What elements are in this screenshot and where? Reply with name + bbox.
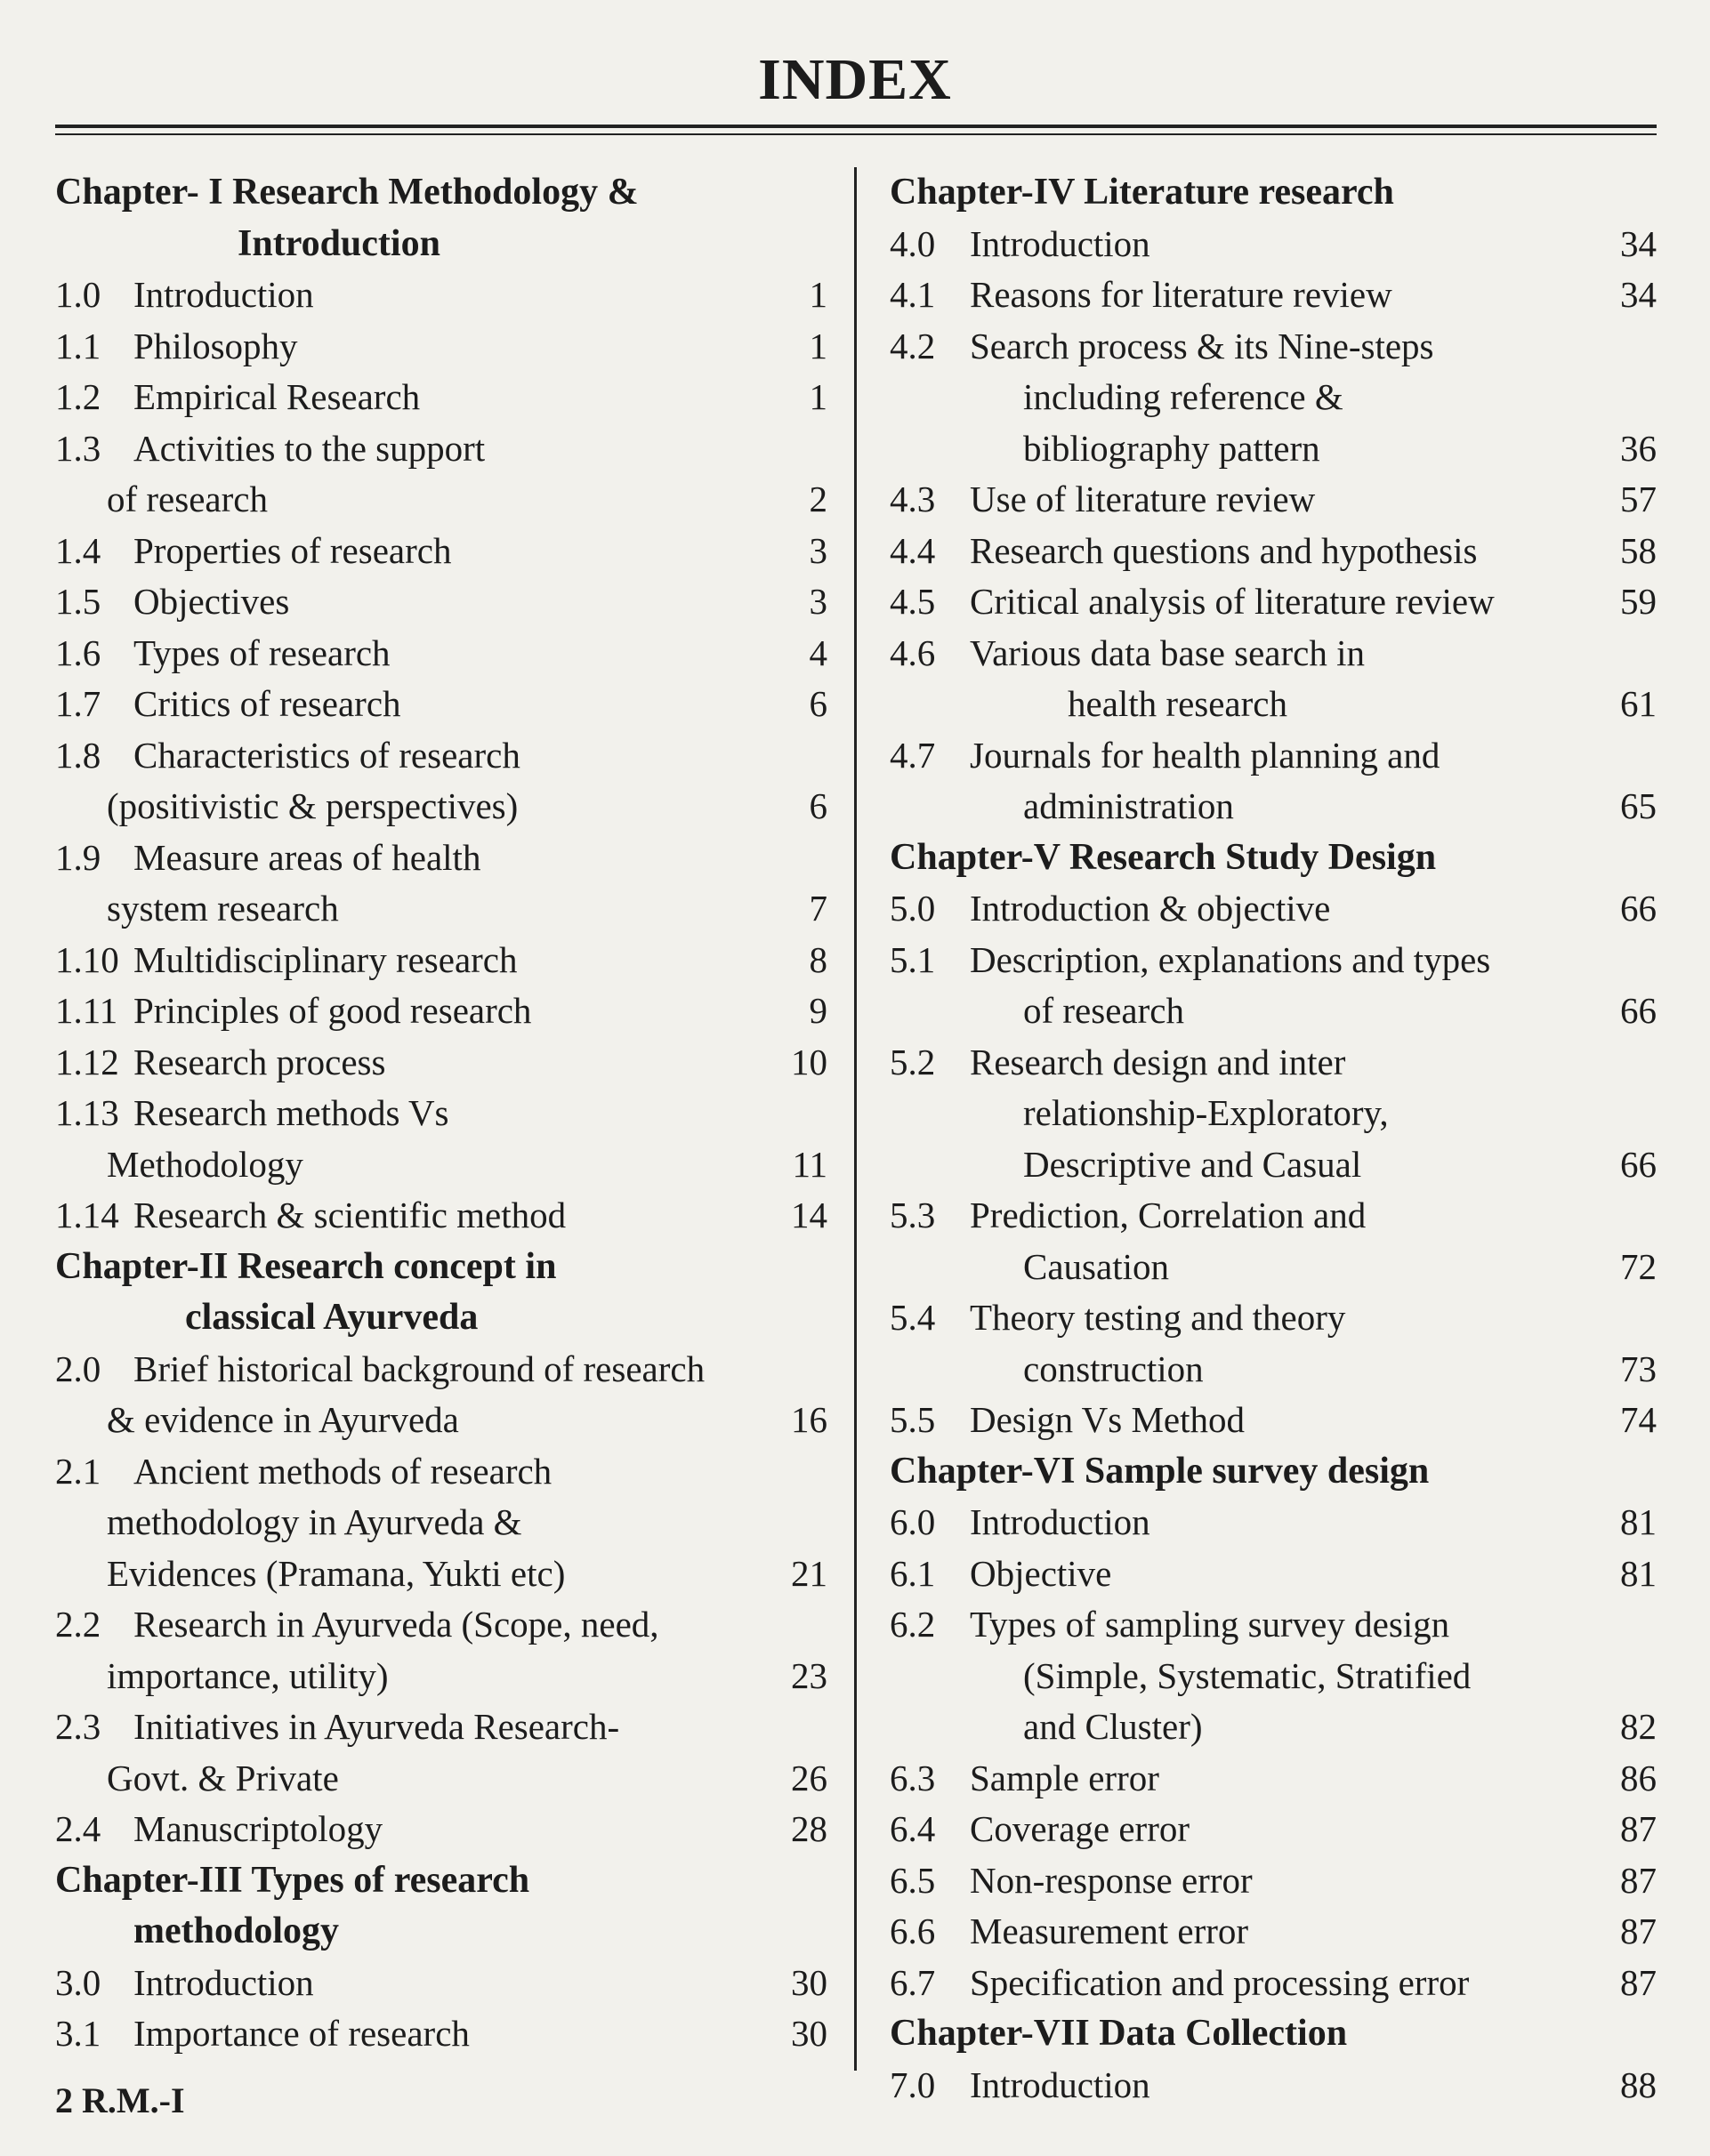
index-entry	[55, 423, 827, 475]
index-entry	[890, 628, 1657, 680]
entry-title: Descriptive and Casual	[1023, 1143, 1362, 1185]
entry-number: 6.3	[890, 1757, 936, 1798]
entry-number: 5.1	[890, 938, 936, 980]
index-entry	[890, 1958, 1657, 2009]
index-entry	[890, 1037, 1657, 1089]
index-entry	[890, 321, 1657, 373]
entry-page: 3	[809, 529, 827, 571]
entry-page: 86	[1620, 1757, 1657, 1798]
entry-page: 23	[791, 1654, 827, 1696]
entry-number: 1.14	[55, 1195, 119, 1235]
entry-title: Introduction & objective	[970, 888, 1331, 929]
index-entry	[890, 1855, 1657, 1907]
entry-page: 34	[1620, 222, 1657, 264]
index-entry	[55, 1344, 827, 1396]
chapter-heading: Chapter-VI Sample survey design	[890, 1450, 1430, 1492]
entry-page: 6	[809, 785, 827, 826]
index-entry-cont	[890, 1701, 1657, 1753]
index-entry	[55, 985, 827, 1037]
entry-title: (positivistic & perspectives)	[107, 785, 519, 826]
entry-title: construction	[1023, 1348, 1204, 1389]
index-entry	[55, 628, 827, 680]
entry-number: 5.2	[890, 1041, 936, 1082]
entry-title: Various data base search in	[970, 632, 1365, 673]
index-entry	[55, 1037, 827, 1089]
entry-page: 4	[809, 632, 827, 673]
entry-number: 1.5	[55, 581, 101, 622]
entry-page: 30	[791, 1961, 827, 2003]
entry-title: Objectives	[133, 581, 290, 622]
entry-number: 6.4	[890, 1808, 936, 1849]
index-entry	[55, 1446, 827, 1498]
entry-page: 81	[1620, 1501, 1657, 1542]
index-entry	[55, 526, 827, 577]
entry-title: Introduction	[970, 1501, 1150, 1542]
entry-title: administration	[1023, 785, 1234, 826]
index-entry-cont	[55, 1497, 827, 1549]
entry-number: 3.0	[55, 1961, 101, 2003]
entry-number: 4.3	[890, 479, 936, 519]
entry-page: 26	[791, 1757, 827, 1798]
entry-page: 66	[1620, 990, 1657, 1031]
entry-number: 1.2	[55, 376, 101, 417]
entry-number: 6.0	[890, 1501, 936, 1542]
page-title: INDEX	[758, 47, 952, 112]
entry-title: Critical analysis of literature review	[970, 581, 1495, 622]
entry-title: bibliography pattern	[1023, 427, 1320, 469]
chapter-heading: Chapter-IV Literature research	[890, 172, 1394, 213]
entry-number: 4.0	[890, 222, 936, 264]
entry-page: 66	[1620, 1143, 1657, 1185]
entry-page: 59	[1620, 581, 1657, 622]
index-entry	[55, 1958, 827, 2009]
entry-title: and Cluster)	[1023, 1706, 1203, 1747]
chapter-heading: Chapter- I Research Methodology &	[55, 172, 639, 213]
entry-title: of research	[107, 479, 268, 519]
entry-title: Importance of research	[133, 2013, 470, 2054]
chapter-heading: Chapter-II Research concept in	[55, 1245, 557, 1287]
entry-page: 87	[1620, 1911, 1657, 1951]
index-entry-cont	[890, 985, 1657, 1037]
index-entry	[890, 576, 1657, 628]
entry-number: 1.12	[55, 1041, 119, 1082]
entry-title: Philosophy	[133, 325, 298, 366]
index-entry	[890, 2060, 1657, 2112]
index-entry	[890, 270, 1657, 321]
chapter-heading-cont: methodology	[133, 1911, 339, 1951]
chapter-heading: Chapter-VII Data Collection	[890, 2013, 1348, 2054]
index-entry	[55, 270, 827, 321]
index-entry	[890, 1599, 1657, 1651]
entry-title: Objective	[970, 1552, 1112, 1594]
index-entry	[55, 679, 827, 730]
entry-page: 16	[791, 1399, 827, 1440]
entry-number: 6.7	[890, 1961, 936, 2003]
entry-title: Specification and processing error	[970, 1961, 1470, 2003]
index-entry	[890, 1190, 1657, 1242]
entry-page: 58	[1620, 529, 1657, 571]
entry-page: 61	[1620, 683, 1657, 724]
entry-page: 88	[1620, 2063, 1657, 2105]
chapter-heading: Chapter-III Types of research	[55, 1859, 530, 1901]
entry-title: Research design and inter	[970, 1041, 1346, 1082]
entry-title: Critics of research	[133, 683, 401, 724]
entry-page: 1	[809, 376, 827, 417]
entry-title: Manuscriptology	[133, 1808, 383, 1849]
index-entry-cont	[55, 1139, 827, 1191]
entry-page: 82	[1620, 1706, 1657, 1747]
entry-page: 10	[791, 1041, 827, 1082]
index-entry	[55, 2008, 827, 2060]
entry-page: 65	[1620, 785, 1657, 826]
entry-title: Empirical Research	[133, 376, 421, 417]
index-entry	[890, 1753, 1657, 1805]
index-entry-cont	[890, 1242, 1657, 1293]
index-entry	[890, 1549, 1657, 1600]
entry-title: Introduction	[970, 222, 1150, 264]
index-entry	[55, 321, 827, 373]
entry-title: Ancient methods of research	[133, 1450, 553, 1492]
entry-title: health research	[1068, 683, 1287, 724]
entry-title: Description, explanations and types	[970, 938, 1491, 980]
entry-title: Brief historical background of research	[133, 1348, 706, 1389]
entry-title: Principles of good research	[133, 990, 532, 1031]
index-entry-cont	[890, 372, 1657, 423]
entry-number: 4.7	[890, 734, 936, 776]
entry-number: 1.7	[55, 683, 101, 724]
entry-title: Research questions and hypothesis	[970, 529, 1478, 571]
entry-title: Causation	[1023, 1245, 1169, 1287]
entry-title: Types of sampling survey design	[970, 1604, 1450, 1645]
entry-number: 4.2	[890, 325, 936, 366]
entry-title: Research & scientific method	[133, 1195, 567, 1235]
entry-number: 4.1	[890, 274, 936, 315]
entry-page: 9	[809, 990, 827, 1031]
entry-number: 5.3	[890, 1195, 936, 1235]
index-entry-cont	[55, 883, 827, 935]
entry-number: 3.1	[55, 2013, 101, 2054]
entry-title: of research	[1023, 990, 1184, 1031]
entry-title: including reference &	[1023, 376, 1343, 417]
entry-page: 8	[809, 938, 827, 980]
entry-title: Measure areas of health	[133, 836, 481, 878]
entry-page: 2	[809, 479, 827, 519]
index-entry	[890, 1292, 1657, 1344]
entry-page: 28	[791, 1808, 827, 1849]
entry-title: (Simple, Systematic, Stratified	[1023, 1654, 1472, 1696]
index-entry-cont	[55, 474, 827, 526]
entry-title: Measurement error	[970, 1911, 1249, 1951]
index-entry-cont	[55, 781, 827, 833]
entry-page: 72	[1620, 1245, 1657, 1287]
entry-number: 7.0	[890, 2063, 936, 2105]
entry-title: Methodology	[107, 1143, 303, 1185]
entry-title: methodology in Ayurveda &	[107, 1501, 522, 1542]
entry-title: Use of literature review	[970, 479, 1316, 519]
index-entry-cont	[55, 1549, 827, 1600]
entry-number: 1.8	[55, 734, 101, 776]
index-entry-cont	[890, 423, 1657, 475]
index-entry	[55, 1599, 827, 1651]
entry-title: relationship-Exploratory,	[1023, 1092, 1389, 1133]
index-entry	[890, 526, 1657, 577]
entry-page: 11	[792, 1143, 827, 1185]
entry-title: Sample error	[970, 1757, 1159, 1798]
entry-title: Search process & its Nine-steps	[970, 325, 1434, 366]
index-entry	[890, 1395, 1657, 1446]
index-entry	[55, 1088, 827, 1139]
index-entry	[55, 833, 827, 884]
title-rule-thick	[55, 125, 1657, 128]
entry-page: 14	[791, 1195, 827, 1235]
entry-title: Evidences (Pramana, Yukti etc)	[107, 1552, 566, 1594]
entry-number: 4.6	[890, 632, 936, 673]
entry-title: Journals for health planning and	[970, 734, 1440, 776]
entry-number: 2.0	[55, 1348, 101, 1389]
entry-title: importance, utility)	[107, 1654, 389, 1696]
entry-number: 1.1	[55, 325, 101, 366]
entry-title: Introduction	[970, 2063, 1150, 2105]
entry-title: Activities to the support	[133, 427, 486, 469]
entry-number: 1.13	[55, 1092, 119, 1133]
index-entry	[55, 935, 827, 986]
index-entry	[890, 883, 1657, 935]
page-footer: 2 R.M.-I	[55, 2080, 185, 2120]
index-entry	[55, 1701, 827, 1753]
index-entry-cont	[890, 1651, 1657, 1702]
index-entry	[55, 372, 827, 423]
entry-title: Design Vs Method	[970, 1399, 1246, 1440]
index-entry	[890, 1497, 1657, 1549]
chapter-heading-cont: classical Ayurveda	[185, 1297, 479, 1338]
entry-number: 5.0	[890, 888, 936, 929]
index-entry	[55, 1190, 827, 1242]
entry-number: 1.4	[55, 529, 101, 571]
entry-number: 2.3	[55, 1706, 101, 1747]
entry-title: Introduction	[133, 274, 314, 315]
entry-title: Research in Ayurveda (Scope, need,	[133, 1604, 659, 1645]
entry-page: 6	[809, 683, 827, 724]
entry-title: Properties of research	[133, 529, 452, 571]
entry-page: 57	[1620, 479, 1657, 519]
entry-page: 3	[809, 581, 827, 622]
title-rule-thin	[55, 133, 1657, 135]
index-entry-cont	[55, 1651, 827, 1702]
entry-number: 1.11	[55, 990, 118, 1031]
entry-page: 66	[1620, 888, 1657, 929]
index-entry	[55, 1804, 827, 1855]
entry-title: Characteristics of research	[133, 734, 520, 776]
entry-number: 1.10	[55, 938, 119, 980]
entry-title: Prediction, Correlation and	[970, 1195, 1367, 1235]
entry-number: 1.0	[55, 274, 101, 315]
entry-title: Theory testing and theory	[970, 1297, 1346, 1338]
index-entry-cont	[890, 1139, 1657, 1191]
entry-number: 2.4	[55, 1808, 101, 1849]
chapter-heading: Chapter-V Research Study Design	[890, 836, 1437, 878]
entry-page: 36	[1620, 427, 1657, 469]
entry-page: 81	[1620, 1552, 1657, 1594]
index-column-left	[55, 167, 827, 2060]
entry-title: Research methods Vs	[133, 1092, 449, 1133]
entry-number: 1.9	[55, 836, 101, 878]
entry-title: Coverage error	[970, 1808, 1190, 1849]
entry-number: 2.1	[55, 1450, 101, 1492]
column-divider	[854, 167, 857, 2071]
entry-title: & evidence in Ayurveda	[107, 1399, 459, 1440]
entry-page: 87	[1620, 1961, 1657, 2003]
index-column-right	[890, 167, 1657, 2111]
entry-title: Introduction	[133, 1961, 314, 2003]
index-entry	[890, 730, 1657, 782]
entry-number: 6.5	[890, 1859, 936, 1901]
index-entry-cont	[890, 1088, 1657, 1139]
entry-number: 5.4	[890, 1297, 936, 1338]
index-entry	[890, 1906, 1657, 1958]
entry-number: 6.6	[890, 1911, 936, 1951]
index-entry-cont	[55, 1395, 827, 1446]
index-entry-cont	[890, 1344, 1657, 1396]
entry-title: Reasons for literature review	[970, 274, 1392, 315]
entry-title: Initiatives in Ayurveda Research-	[133, 1706, 620, 1747]
index-entry	[55, 576, 827, 628]
entry-page: 34	[1620, 274, 1657, 315]
entry-page: 74	[1620, 1399, 1657, 1440]
entry-number: 4.5	[890, 581, 936, 622]
entry-page: 7	[809, 888, 827, 929]
entry-page: 87	[1620, 1808, 1657, 1849]
entry-title: Multidisciplinary research	[133, 938, 518, 980]
entry-title: Types of research	[133, 632, 391, 673]
entry-number: 5.5	[890, 1399, 936, 1440]
entry-number: 4.4	[890, 529, 936, 571]
index-entry	[890, 935, 1657, 986]
entry-title: system research	[107, 888, 339, 929]
index-entry-cont	[890, 781, 1657, 833]
index-entry-cont	[890, 679, 1657, 730]
entry-number: 1.6	[55, 632, 101, 673]
entry-title: Govt. & Private	[107, 1757, 339, 1798]
index-entry	[890, 1804, 1657, 1855]
entry-page: 30	[791, 2013, 827, 2054]
chapter-heading-cont: Introduction	[238, 222, 440, 264]
entry-page: 21	[791, 1552, 827, 1594]
entry-page: 73	[1620, 1348, 1657, 1389]
entry-title: Non-response error	[970, 1859, 1253, 1901]
entry-number: 6.2	[890, 1604, 936, 1645]
entry-number: 2.2	[55, 1604, 101, 1645]
entry-page: 1	[809, 325, 827, 366]
entry-number: 6.1	[890, 1552, 936, 1594]
index-entry	[890, 474, 1657, 526]
index-entry	[55, 730, 827, 782]
entry-page: 1	[809, 274, 827, 315]
index-entry	[890, 219, 1657, 270]
entry-page: 87	[1620, 1859, 1657, 1901]
entry-title: Research process	[133, 1041, 386, 1082]
entry-number: 1.3	[55, 427, 101, 469]
index-entry-cont	[55, 1753, 827, 1805]
